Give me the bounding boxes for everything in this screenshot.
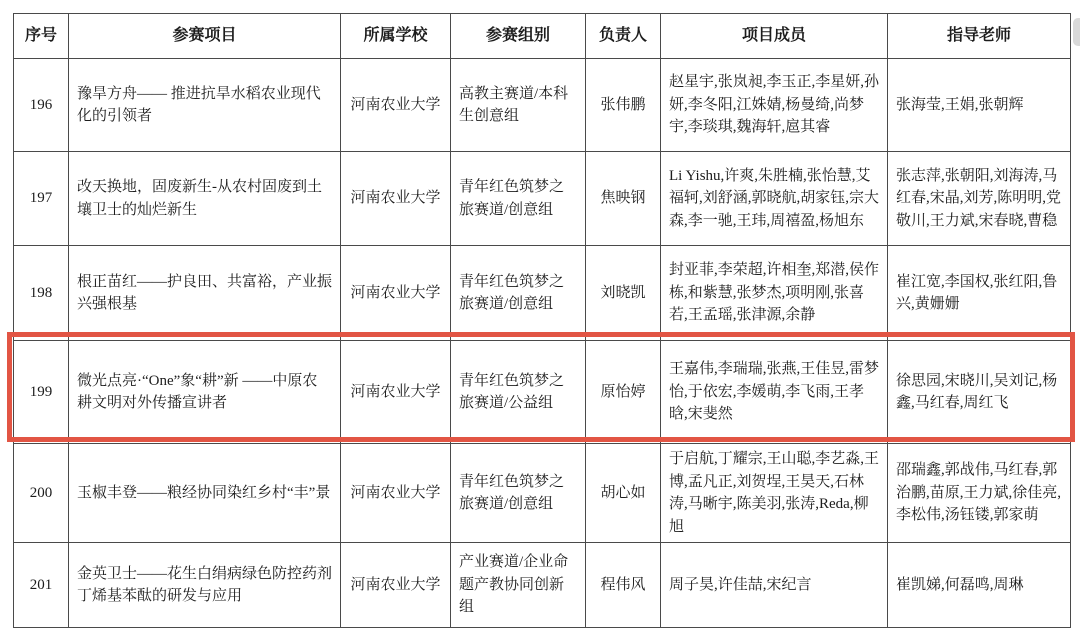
table-row — [14, 59, 1071, 152]
col-header-advisors: 指导老师 — [888, 14, 1071, 59]
cell-members: Li Yishu,许爽,朱胜楠,张怡慧,艾福轲,刘舒涵,郭晓航,胡家钰,宗大森,李一驰,王玮,周禧盈,杨旭东 — [661, 152, 888, 246]
cell-project: 根正苗红——护良田、共富裕，产业振兴强根基 — [69, 246, 341, 341]
cell-id: 200 — [14, 444, 69, 543]
cell-group: 青年红色筑梦之旅赛道/创意组 — [451, 444, 586, 543]
cell-advisors: 徐思园,宋晓川,吴刘记,杨鑫,马红春,周红飞 — [888, 341, 1071, 444]
cell-id: 201 — [14, 543, 69, 628]
cell-group: 青年红色筑梦之旅赛道/公益组 — [451, 341, 586, 444]
cell-id: 199 — [14, 341, 69, 444]
cell-project: 金英卫士——花生白绢病绿色防控药剂丁烯基苯酞的研发与应用 — [69, 543, 341, 628]
cell-group: 产业赛道/企业命题产教协同创新组 — [451, 543, 586, 628]
cell-advisors: 邵瑞鑫,郭战伟,马红春,郭治鹏,苗原,王力斌,徐佳亮,李松伟,汤钰镂,郭家萌 — [888, 444, 1071, 543]
cell-id: 197 — [14, 152, 69, 246]
cell-advisors: 崔凯娣,何磊鸣,周琳 — [888, 543, 1071, 628]
table-row — [14, 246, 1071, 341]
cell-members: 封亚菲,李荣超,许相奎,郑潜,侯作栋,和紫慧,张梦杰,项明刚,张喜若,王孟瑶,张津源,余静 — [661, 246, 888, 341]
cell-leader: 程伟风 — [586, 543, 661, 628]
cell-project: 改天换地，固废新生-从农村固废到土壤卫士的灿烂新生 — [69, 152, 341, 246]
cell-id: 198 — [14, 246, 69, 341]
cell-members: 王嘉伟,李瑞瑞,张燕,王佳昱,雷梦怡,于依宏,李媛萌,李飞雨,王孝晗,宋斐然 — [661, 341, 888, 444]
competition-results-table — [13, 13, 1071, 628]
col-header-group: 参赛组别 — [451, 14, 586, 59]
table-row-highlighted — [14, 341, 1071, 444]
right-edge-ui-sliver — [1073, 18, 1080, 46]
cell-project: 玉椒丰登——粮经协同染红乡村“丰”景 — [69, 444, 341, 543]
cell-leader: 焦映钢 — [586, 152, 661, 246]
table-row — [14, 444, 1071, 543]
col-header-id: 序号 — [14, 14, 69, 59]
cell-advisors: 张海莹,王娟,张朝辉 — [888, 59, 1071, 152]
cell-leader: 原怡婷 — [586, 341, 661, 444]
cell-school: 河南农业大学 — [341, 246, 451, 341]
cell-school: 河南农业大学 — [341, 152, 451, 246]
cell-school: 河南农业大学 — [341, 444, 451, 543]
table-row — [14, 152, 1071, 246]
cell-members: 于启航,丁耀宗,王山聪,李艺淼,王博,孟凡正,刘贺埕,王昊天,石林涛,马晰宇,陈美羽,张涛,Reda,柳旭 — [661, 444, 888, 543]
col-header-members: 项目成员 — [661, 14, 888, 59]
cell-id: 196 — [14, 59, 69, 152]
cell-advisors: 崔江宽,李国权,张红阳,鲁兴,黄姗姗 — [888, 246, 1071, 341]
col-header-school: 所属学校 — [341, 14, 451, 59]
cell-group: 青年红色筑梦之旅赛道/创意组 — [451, 246, 586, 341]
cell-group: 青年红色筑梦之旅赛道/创意组 — [451, 152, 586, 246]
cell-school: 河南农业大学 — [341, 543, 451, 628]
cell-group: 高教主赛道/本科生创意组 — [451, 59, 586, 152]
cell-advisors: 张志萍,张朝阳,刘海涛,马红春,宋晶,刘芳,陈明明,党敬川,王力斌,宋春晓,曹稳 — [888, 152, 1071, 246]
cell-members: 赵星宇,张岚昶,李玉正,李星妍,孙妍,李冬阳,江姝婧,杨曼绮,尚梦宇,李琰琪,魏海轩,扈其睿 — [661, 59, 888, 152]
cell-school: 河南农业大学 — [341, 341, 451, 444]
cell-project: 微光点亮·“One”象“耕”新 ——中原农耕文明对外传播宣讲者 — [69, 341, 341, 444]
header-row — [14, 14, 1071, 59]
col-header-leader: 负责人 — [586, 14, 661, 59]
cell-project: 豫旱方舟—— 推进抗旱水稻农业现代化的引领者 — [69, 59, 341, 152]
cell-school: 河南农业大学 — [341, 59, 451, 152]
cell-leader: 刘晓凯 — [586, 246, 661, 341]
col-header-project: 参赛项目 — [69, 14, 341, 59]
cell-leader: 张伟鹏 — [586, 59, 661, 152]
cell-leader: 胡心如 — [586, 444, 661, 543]
cell-members: 周子昊,许佳喆,宋纪言 — [661, 543, 888, 628]
table-row — [14, 543, 1071, 628]
